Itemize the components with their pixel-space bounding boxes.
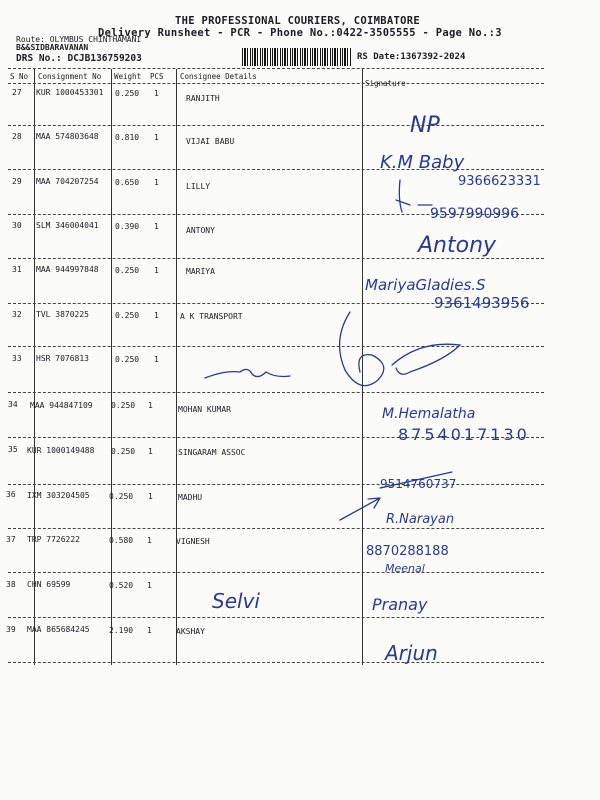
row-consignee: ANTONY	[186, 226, 215, 235]
drs-number: DRS No.: DCJB136759203	[16, 53, 142, 64]
handwriting-antony: Antony	[418, 233, 497, 258]
row-consignment: MAA 574803648	[36, 132, 99, 141]
row-weight: 0.390	[115, 222, 140, 231]
signature-swoop	[340, 312, 384, 386]
handwriting-phone-35: 8754017130	[398, 425, 530, 444]
row-weight: 0.650	[115, 178, 140, 187]
row-sno: 39	[6, 625, 16, 634]
handwriting-narayan: R.Narayan	[386, 512, 455, 527]
handwriting-pranay: Pranay	[372, 595, 428, 614]
row-sno: 31	[12, 265, 22, 274]
handwriting-phone-36: 9514760737	[380, 477, 457, 491]
row-sno: 29	[12, 177, 22, 186]
handwriting-phone-32: 9361493956	[434, 294, 530, 312]
row-consignment: KUR 1000149488	[27, 446, 95, 455]
handwriting-np: NP	[410, 113, 440, 138]
row-consignment: CHN 69599	[27, 580, 71, 589]
row-weight: 0.580	[109, 536, 134, 545]
row-weight: 0.250	[115, 311, 140, 320]
row-sno: 35	[8, 445, 18, 454]
row-consignment: MAA 704207254	[36, 177, 99, 186]
runsheet-line: Delivery Runsheet - PCR - Phone No.:0422-3505555 - Page No.:3	[98, 27, 502, 39]
row-consignment: SLM 346004041	[36, 221, 99, 230]
row-sno: 37	[6, 535, 16, 544]
row-sno: 34	[8, 400, 18, 409]
row-weight: 2.190	[109, 626, 134, 635]
row-pcs: 1	[147, 581, 152, 590]
col-header-pcs: PCS	[150, 72, 164, 81]
row-sno: 38	[6, 580, 16, 589]
row-consignee: AKSHAY	[176, 627, 205, 636]
handwriting-selvi: Selvi	[212, 589, 260, 613]
row-weight: 0.250	[115, 355, 140, 364]
handwriting-arjun: Arjun	[385, 641, 438, 665]
delivery-boy: B&&SIDBARAVANAN	[16, 43, 89, 52]
row-consignee: MOHAN KUMAR	[178, 405, 231, 414]
row-consignee: A K TRANSPORT	[180, 312, 243, 321]
row-pcs: 1	[154, 311, 159, 320]
row-consignment: TVL 3870225	[36, 310, 89, 319]
row-sno: 27	[12, 88, 22, 97]
row-consignee: MADHU	[178, 493, 203, 502]
company-title: THE PROFESSIONAL COURIERS, COIMBATORE	[175, 15, 420, 27]
route-label: Route: OLYMBUS CHINTHAMANI	[16, 35, 142, 44]
scribble-mark	[205, 369, 290, 378]
row-weight: 0.250	[115, 266, 140, 275]
row-weight: 0.520	[109, 581, 134, 590]
row-weight: 0.810	[115, 133, 140, 142]
row-consignee: RANJITH	[186, 94, 220, 103]
handwriting-phone-29: 9366623331	[458, 174, 541, 189]
row-pcs: 1	[154, 89, 159, 98]
row-weight: 0.250	[111, 447, 136, 456]
col-header-sno: S No	[10, 72, 29, 81]
row-consignment: HSR 7076813	[36, 354, 89, 363]
handwriting-mariya: MariyaGladies.S	[365, 276, 486, 294]
row-pcs: 1	[154, 266, 159, 275]
row-consignment: IXM 303204505	[27, 491, 90, 500]
row-consignment: MAA 944997848	[36, 265, 99, 274]
row-sno: 33	[12, 354, 22, 363]
row-pcs: 1	[154, 222, 159, 231]
row-pcs: 1	[147, 626, 152, 635]
row-sno: 28	[12, 132, 22, 141]
handwriting-phone-30: 9597990996	[430, 206, 520, 222]
dash-mark	[396, 200, 432, 205]
row-consignee: LILLY	[186, 182, 211, 191]
row-sno: 36	[6, 490, 16, 499]
handwriting-phone-38: 8870288188	[366, 544, 449, 559]
row-consignee: VIGNESH	[176, 537, 210, 546]
row-sno: 32	[12, 310, 22, 319]
row-sno: 30	[12, 221, 22, 230]
handwriting-hemalatha: M.Hemalatha	[382, 406, 476, 422]
row-weight: 0.250	[115, 89, 140, 98]
col-header-consignment: Consignment No	[38, 72, 102, 81]
col-header-signature: Signature	[365, 79, 406, 88]
row-consignee: VIJAI BABU	[186, 137, 235, 146]
row-pcs: 1	[154, 355, 159, 364]
row-pcs: 1	[154, 178, 159, 187]
row-weight: 0.250	[111, 401, 136, 410]
row-weight: 0.250	[109, 492, 134, 501]
row-consignment: KUR 1000453301	[36, 88, 104, 97]
row-pcs: 1	[148, 447, 153, 456]
arrow-mark	[340, 498, 380, 520]
rs-date: RS Date:1367392-2024	[357, 52, 466, 62]
row-consignment: TRP 7726222	[27, 535, 80, 544]
row-pcs: 1	[148, 492, 153, 501]
row-consignment: MAA 865684245	[27, 625, 90, 634]
handwriting-meenal: Meenal	[385, 562, 425, 575]
vertical-stroke	[399, 180, 402, 212]
col-header-weight: Weight	[114, 72, 142, 81]
handwriting-km-baby: K.M Baby	[380, 152, 465, 173]
row-consignee: MARIYA	[186, 267, 215, 276]
signature-stroke	[392, 344, 460, 374]
row-pcs: 1	[148, 401, 153, 410]
col-header-consignee: Consignee Details	[180, 72, 257, 81]
row-pcs: 1	[147, 536, 152, 545]
row-consignment: MAA 944847109	[30, 401, 93, 410]
row-consignee: SINGARAM ASSOC	[178, 448, 246, 457]
row-pcs: 1	[154, 133, 159, 142]
